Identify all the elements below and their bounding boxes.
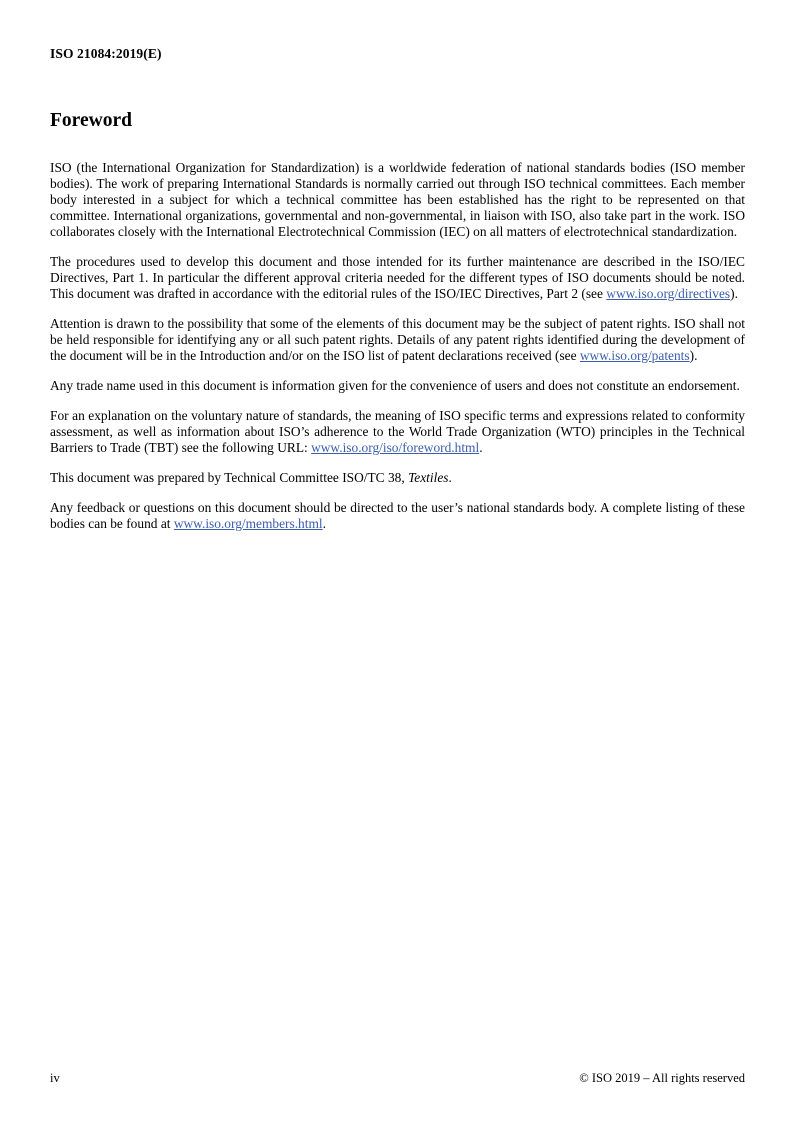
link-iso-patents[interactable]: www.iso.org/patents <box>579 348 690 363</box>
paragraph-trade-name: Any trade name used in this document is information given for the convenience of users and does not constitute an endorsement. <box>50 378 740 393</box>
paragraph-text: The procedures used to develop this document and those intended for its further maintenance are described in the ISO/IEC Directives, Part 1. In particular the different approval criteria needed for the different types of ISO documents should be noted. This document was drafted in accordance with the editorial rules of the ISO/IEC Directives, Part 2 (see <box>50 254 745 301</box>
paragraph-text: This document was prepared by Technical Committee ISO/TC 38, <box>50 470 409 485</box>
paragraph-text: . <box>322 516 326 531</box>
copyright-notice: © ISO 2019 – All rights reserved <box>579 1071 745 1085</box>
paragraph-text: Attention is drawn to the possibility that some of the elements of this document may be the subject of patent rights. ISO shall not be held responsible for identifying any or all such patent rights. Details of any patent rights identified during the development of the document will be in the Introduction and/or on the ISO list of patent declarations received (see <box>50 316 745 363</box>
page-number: iv <box>50 1071 60 1085</box>
link-iso-members[interactable]: www.iso.org/members.html <box>173 516 323 531</box>
doc-reference: ISO 21084:2019(E) <box>50 46 162 61</box>
paragraph-procedures <box>50 254 745 302</box>
paragraph-feedback <box>50 500 745 532</box>
paragraph-text: ). <box>730 286 738 301</box>
page-footer <box>50 1071 745 1086</box>
link-iso-foreword[interactable]: www.iso.org/iso/foreword.html <box>311 440 480 455</box>
paragraph-patent-rights <box>50 316 745 364</box>
paragraph-text: ). <box>689 348 698 363</box>
paragraph-text: . <box>479 440 483 455</box>
paragraph-iso-intro: ISO (the International Organization for Standardization) is a worldwide federation of national standards bodies (ISO member bodies). The work of preparing International Standards is normally carried out through ISO technical committees. Each member body interested in a subject for which a technical committee has been established has the right to be represented on that committee. International organizations, governmental and non-governmental, in liaison with ISO, also take part in the work. ISO collaborates closely with the International Electrotechnical Commission (IEC) on all matters of electrotechnical standardization. <box>50 160 745 239</box>
paragraph-committee <box>50 470 745 486</box>
link-iso-directives[interactable]: www.iso.org/directives <box>606 286 731 301</box>
page-title: Foreword <box>50 110 132 131</box>
paragraph-wto-explanation <box>50 408 745 456</box>
paragraph-text: For an explanation on the voluntary nature of standards, the meaning of ISO specific terms and expressions related to conformity assessment, as well as information about ISO’s adherence to the World Trade Organization (WTO) principles in the Technical Barriers to Trade (TBT) see the following URL: <box>50 408 745 455</box>
committee-subject: Textiles <box>408 470 449 485</box>
paragraph-text: Any feedback or questions on this document should be directed to the user’s national standards body. A complete listing of these bodies can be found at <box>50 500 745 531</box>
paragraph-text: . <box>448 470 452 485</box>
body-text <box>50 160 745 532</box>
